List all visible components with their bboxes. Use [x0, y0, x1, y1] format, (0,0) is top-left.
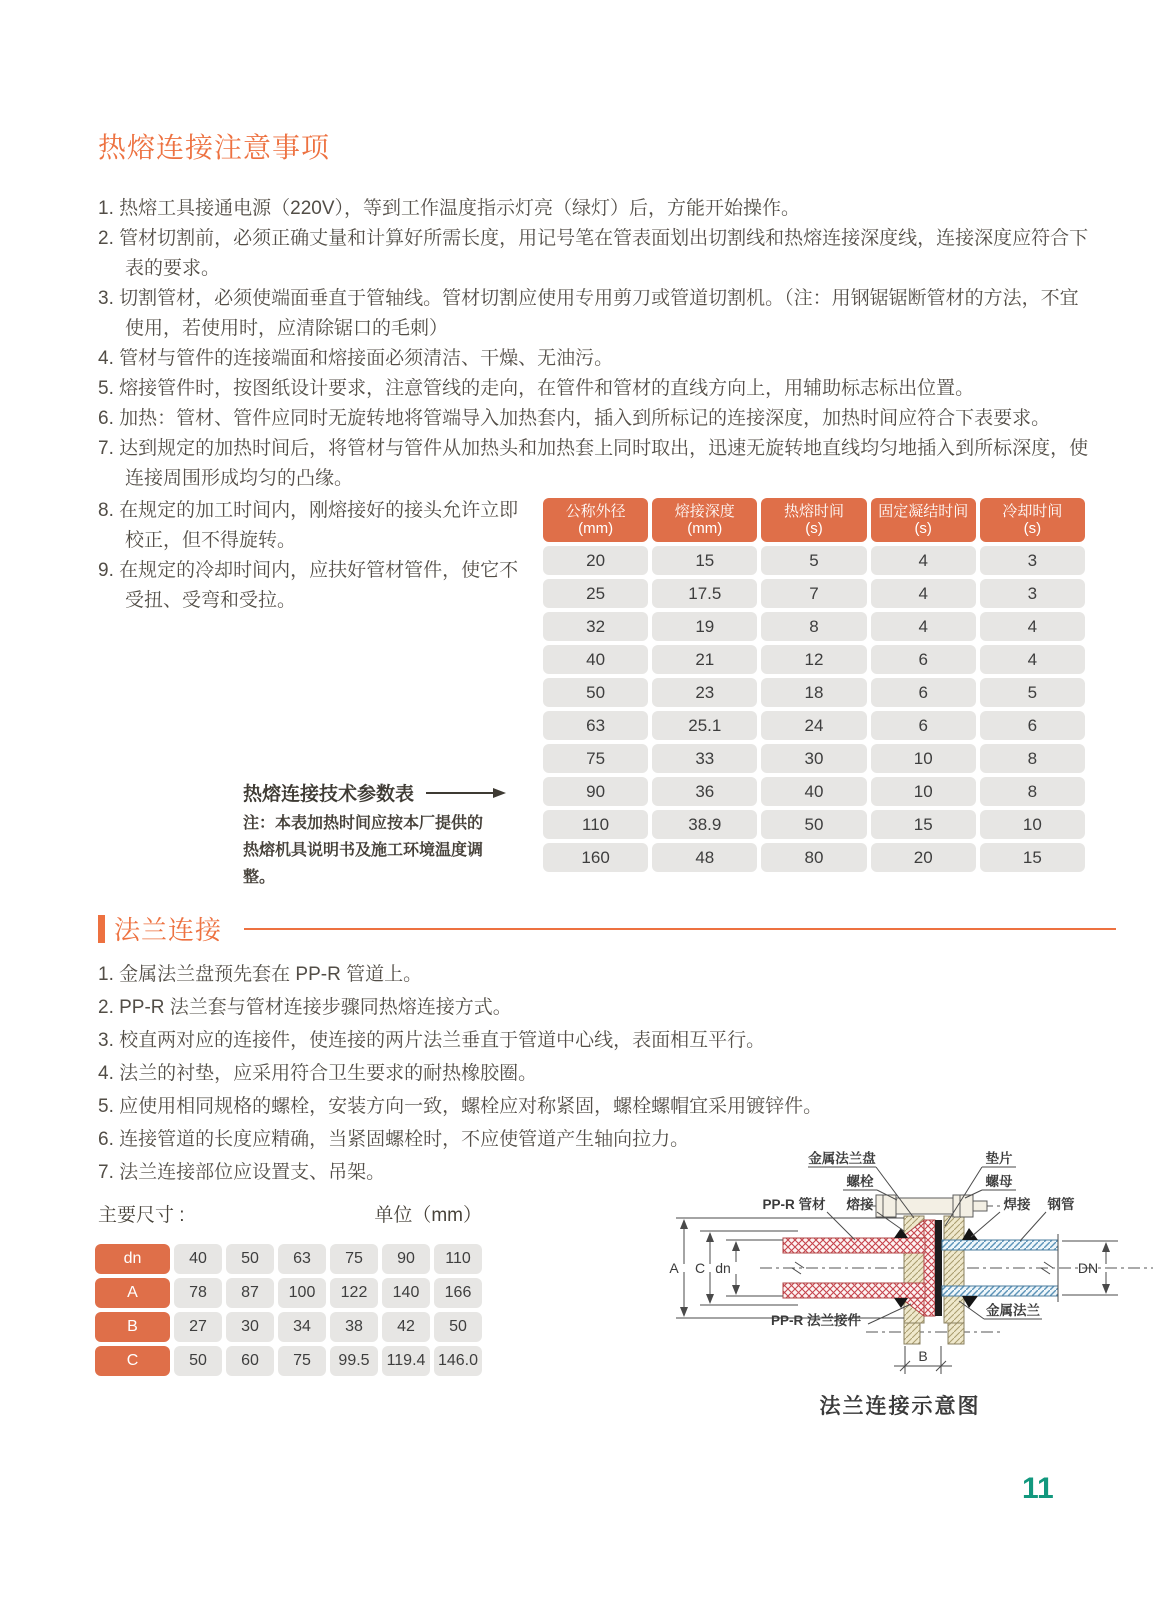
dims-cell: 75 — [330, 1244, 378, 1274]
list-item: 7. 法兰连接部位应设置支、吊架。 — [98, 1162, 386, 1183]
param-header-name: 热熔时间 — [783, 503, 844, 520]
param-cell: 3 — [980, 546, 1085, 575]
dims-cell: 50 — [174, 1346, 222, 1376]
list-item: 3. 校直两对应的连接件，使连接的两片法兰垂直于管道中心线，表面相互平行。 — [98, 1030, 766, 1051]
param-cell: 32 — [543, 612, 648, 641]
param-cell: 15 — [980, 843, 1085, 872]
dims-cell: 99.5 — [330, 1346, 378, 1376]
param-header-unit: (s) — [1023, 520, 1042, 537]
section-rule-line — [244, 928, 1116, 930]
param-cell: 6 — [871, 645, 976, 674]
param-cell: 80 — [761, 843, 866, 872]
dims-cell: 166 — [434, 1278, 482, 1308]
param-cell: 33 — [652, 744, 757, 773]
dims-cell: 42 — [382, 1312, 430, 1342]
param-cell: 4 — [980, 645, 1085, 674]
dim-label-dn: dn — [715, 1260, 731, 1276]
param-cell: 8 — [980, 777, 1085, 806]
label-steel-pipe: 钢管 — [1047, 1197, 1075, 1212]
flange-diagram — [648, 1128, 1170, 1398]
param-table-label: 热熔连接技术参数表 — [243, 784, 415, 805]
flange-section-header — [98, 910, 1116, 947]
param-cell: 21 — [652, 645, 757, 674]
param-cell: 10 — [871, 777, 976, 806]
dims-cell: 50 — [226, 1244, 274, 1274]
dims-cell: 38 — [330, 1312, 378, 1342]
param-cell: 18 — [761, 678, 866, 707]
param-table-label-row — [243, 779, 506, 806]
dims-label: 主要尺寸 : — [98, 1205, 185, 1226]
label-ppr-pipe: PP-R 管材 — [762, 1197, 826, 1212]
dims-cell: 122 — [330, 1278, 378, 1308]
param-header-cell — [543, 498, 648, 542]
dims-row-header: B — [95, 1312, 170, 1342]
param-cell: 20 — [871, 843, 976, 872]
dims-cell: 75 — [278, 1346, 326, 1376]
param-cell: 10 — [871, 744, 976, 773]
list-item: 2. 管材切割前，必须正确丈量和计算好所需长度，用记号笔在管表面划出切割线和热熔连接深度线，连接深度应符合下表的要求。 — [98, 228, 1089, 279]
param-cell: 50 — [543, 678, 648, 707]
dims-cell: 146.0 — [434, 1346, 482, 1376]
param-cell: 19 — [652, 612, 757, 641]
param-cell: 6 — [871, 678, 976, 707]
param-cell: 7 — [761, 579, 866, 608]
dims-cell: 119.4 — [382, 1346, 430, 1376]
dims-unit: 单位（mm） — [374, 1205, 482, 1226]
list-item: 8. 在规定的加工时间内，刚熔接好的接头允许立即校正，但不得旋转。 — [98, 500, 519, 551]
list-item: 4. 法兰的衬垫，应采用符合卫生要求的耐热橡胶圈。 — [98, 1063, 538, 1084]
param-header-cell — [871, 498, 976, 542]
param-cell: 4 — [871, 546, 976, 575]
param-header-cell — [652, 498, 757, 542]
param-cell: 36 — [652, 777, 757, 806]
dims-cell: 30 — [226, 1312, 274, 1342]
gasket-shape — [935, 1220, 942, 1316]
param-cell: 23 — [652, 678, 757, 707]
list-item: 6. 连接管道的长度应精确，当紧固螺栓时，不应使管道产生轴向拉力。 — [98, 1129, 690, 1150]
fusion-section-title: 热熔连接注意事项 — [98, 132, 331, 163]
param-header-unit: (s) — [914, 520, 932, 537]
param-cell: 40 — [761, 777, 866, 806]
param-cell: 10 — [980, 810, 1085, 839]
page-number: 11 — [1022, 1472, 1054, 1505]
list-item: 7. 达到规定的加热时间后，将管材与管件从加热头和加热套上同时取出，迅速无旋转地直线均匀地插入到所标深度，使连接周围形成均匀的凸缘。 — [98, 438, 1089, 489]
param-cell: 4 — [871, 579, 976, 608]
param-header-name: 公称外径 — [565, 503, 626, 520]
param-cell: 75 — [543, 744, 648, 773]
dims-cell: 34 — [278, 1312, 326, 1342]
right-arrow-icon — [426, 787, 506, 799]
list-item: 4. 管材与管件的连接端面和熔接面必须清洁、干燥、无油污。 — [98, 348, 614, 369]
flange-section-title: 法兰连接 — [114, 915, 223, 945]
dims-cell: 40 — [174, 1244, 222, 1274]
param-header-unit: (mm) — [578, 520, 614, 537]
param-header-cell — [980, 498, 1085, 542]
param-cell: 4 — [871, 612, 976, 641]
param-cell: 8 — [761, 612, 866, 641]
dims-header-row — [98, 1200, 482, 1227]
label-gasket: 垫片 — [985, 1151, 1013, 1166]
param-cell: 38.9 — [652, 810, 757, 839]
dims-table — [95, 1244, 482, 1376]
dim-label-DN: DN — [1077, 1260, 1099, 1276]
param-cell: 48 — [652, 843, 757, 872]
dims-cell: 140 — [382, 1278, 430, 1308]
param-cell: 24 — [761, 711, 866, 740]
param-cell: 110 — [543, 810, 648, 839]
param-cell: 160 — [543, 843, 648, 872]
dims-cell: 110 — [434, 1244, 482, 1274]
param-cell: 40 — [543, 645, 648, 674]
dims-cell: 78 — [174, 1278, 222, 1308]
dims-cell: 87 — [226, 1278, 274, 1308]
fusion-side-items — [98, 496, 528, 616]
param-cell: 25.1 — [652, 711, 757, 740]
dims-cell: 60 — [226, 1346, 274, 1376]
param-table-note: 注：本表加热时间应按本厂提供的热熔机具说明书及施工环境温度调整。 — [243, 815, 484, 886]
list-item: 5. 应使用相同规格的螺栓，安装方向一致，螺栓应对称紧固，螺栓螺帽宜采用镀锌件。 — [98, 1096, 823, 1117]
list-item: 6. 加热：管材、管件应同时无旋转地将管端导入加热套内，插入到所标记的连接深度，加热时间应符合下表要求。 — [98, 408, 1051, 429]
param-cell: 8 — [980, 744, 1085, 773]
param-header-unit: (mm) — [687, 520, 723, 537]
param-cell: 17.5 — [652, 579, 757, 608]
param-cell: 6 — [871, 711, 976, 740]
param-cell: 5 — [761, 546, 866, 575]
param-cell: 6 — [980, 711, 1085, 740]
param-cell: 90 — [543, 777, 648, 806]
dim-label-c: C — [694, 1260, 706, 1276]
list-item: 2. PP-R 法兰套与管材连接步骤同热熔连接方式。 — [98, 997, 512, 1018]
param-cell: 4 — [980, 612, 1085, 641]
label-bolt: 螺栓 — [846, 1174, 874, 1189]
param-cell: 5 — [980, 678, 1085, 707]
param-cell: 63 — [543, 711, 648, 740]
list-item: 1. 金属法兰盘预先套在 PP-R 管道上。 — [98, 964, 423, 985]
dims-cell: 27 — [174, 1312, 222, 1342]
param-table — [543, 498, 1085, 872]
param-cell: 20 — [543, 546, 648, 575]
label-metal-flange-plate: 金属法兰盘 — [808, 1151, 876, 1166]
param-cell: 30 — [761, 744, 866, 773]
dims-row-header: A — [95, 1278, 170, 1308]
param-cell: 12 — [761, 645, 866, 674]
list-item: 9. 在规定的冷却时间内，应扶好管材管件，使它不受扭、受弯和受拉。 — [98, 560, 519, 611]
param-cell: 15 — [871, 810, 976, 839]
section-accent-bar — [98, 915, 105, 943]
dim-label-a: A — [669, 1260, 679, 1276]
dims-cell: 63 — [278, 1244, 326, 1274]
list-item: 5. 熔接管件时，按图纸设计要求，注意管线的走向，在管件和管材的直线方向上，用辅助标志标出位置。 — [98, 378, 975, 399]
param-header-name: 固定凝结时间 — [878, 503, 969, 520]
label-ppr-flange-fitting: PP-R 法兰接件 — [770, 1313, 862, 1328]
param-cell: 15 — [652, 546, 757, 575]
param-cell: 3 — [980, 579, 1085, 608]
dim-label-b: B — [918, 1348, 928, 1364]
label-fusion: 熔接 — [846, 1197, 874, 1212]
label-nut: 螺母 — [985, 1174, 1013, 1189]
fusion-items — [98, 194, 1090, 494]
label-weld: 焊接 — [1003, 1197, 1031, 1212]
param-cell: 25 — [543, 579, 648, 608]
param-header-cell — [761, 498, 866, 542]
list-item: 1. 热熔工具接通电源（220V），等到工作温度指示灯亮（绿灯）后，方能开始操作。 — [98, 198, 801, 219]
label-metal-flange: 金属法兰 — [986, 1303, 1040, 1318]
param-header-unit: (s) — [805, 520, 823, 537]
diagram-caption: 法兰连接示意图 — [819, 1395, 981, 1418]
param-cell: 50 — [761, 810, 866, 839]
dims-row-header: C — [95, 1346, 170, 1376]
param-header-name: 熔接深度 — [674, 503, 735, 520]
list-item: 3. 切割管材，必须使端面垂直于管轴线。管材切割应使用专用剪刀或管道切割机。（注：用钢锯锯断管材的方法，不宜使用，若使用时，应清除锯口的毛刺） — [98, 288, 1079, 339]
dims-cell: 100 — [278, 1278, 326, 1308]
dims-row-header: dn — [95, 1244, 170, 1274]
param-header-name: 冷却时间 — [1002, 503, 1063, 520]
dims-cell: 50 — [434, 1312, 482, 1342]
dims-cell: 90 — [382, 1244, 430, 1274]
